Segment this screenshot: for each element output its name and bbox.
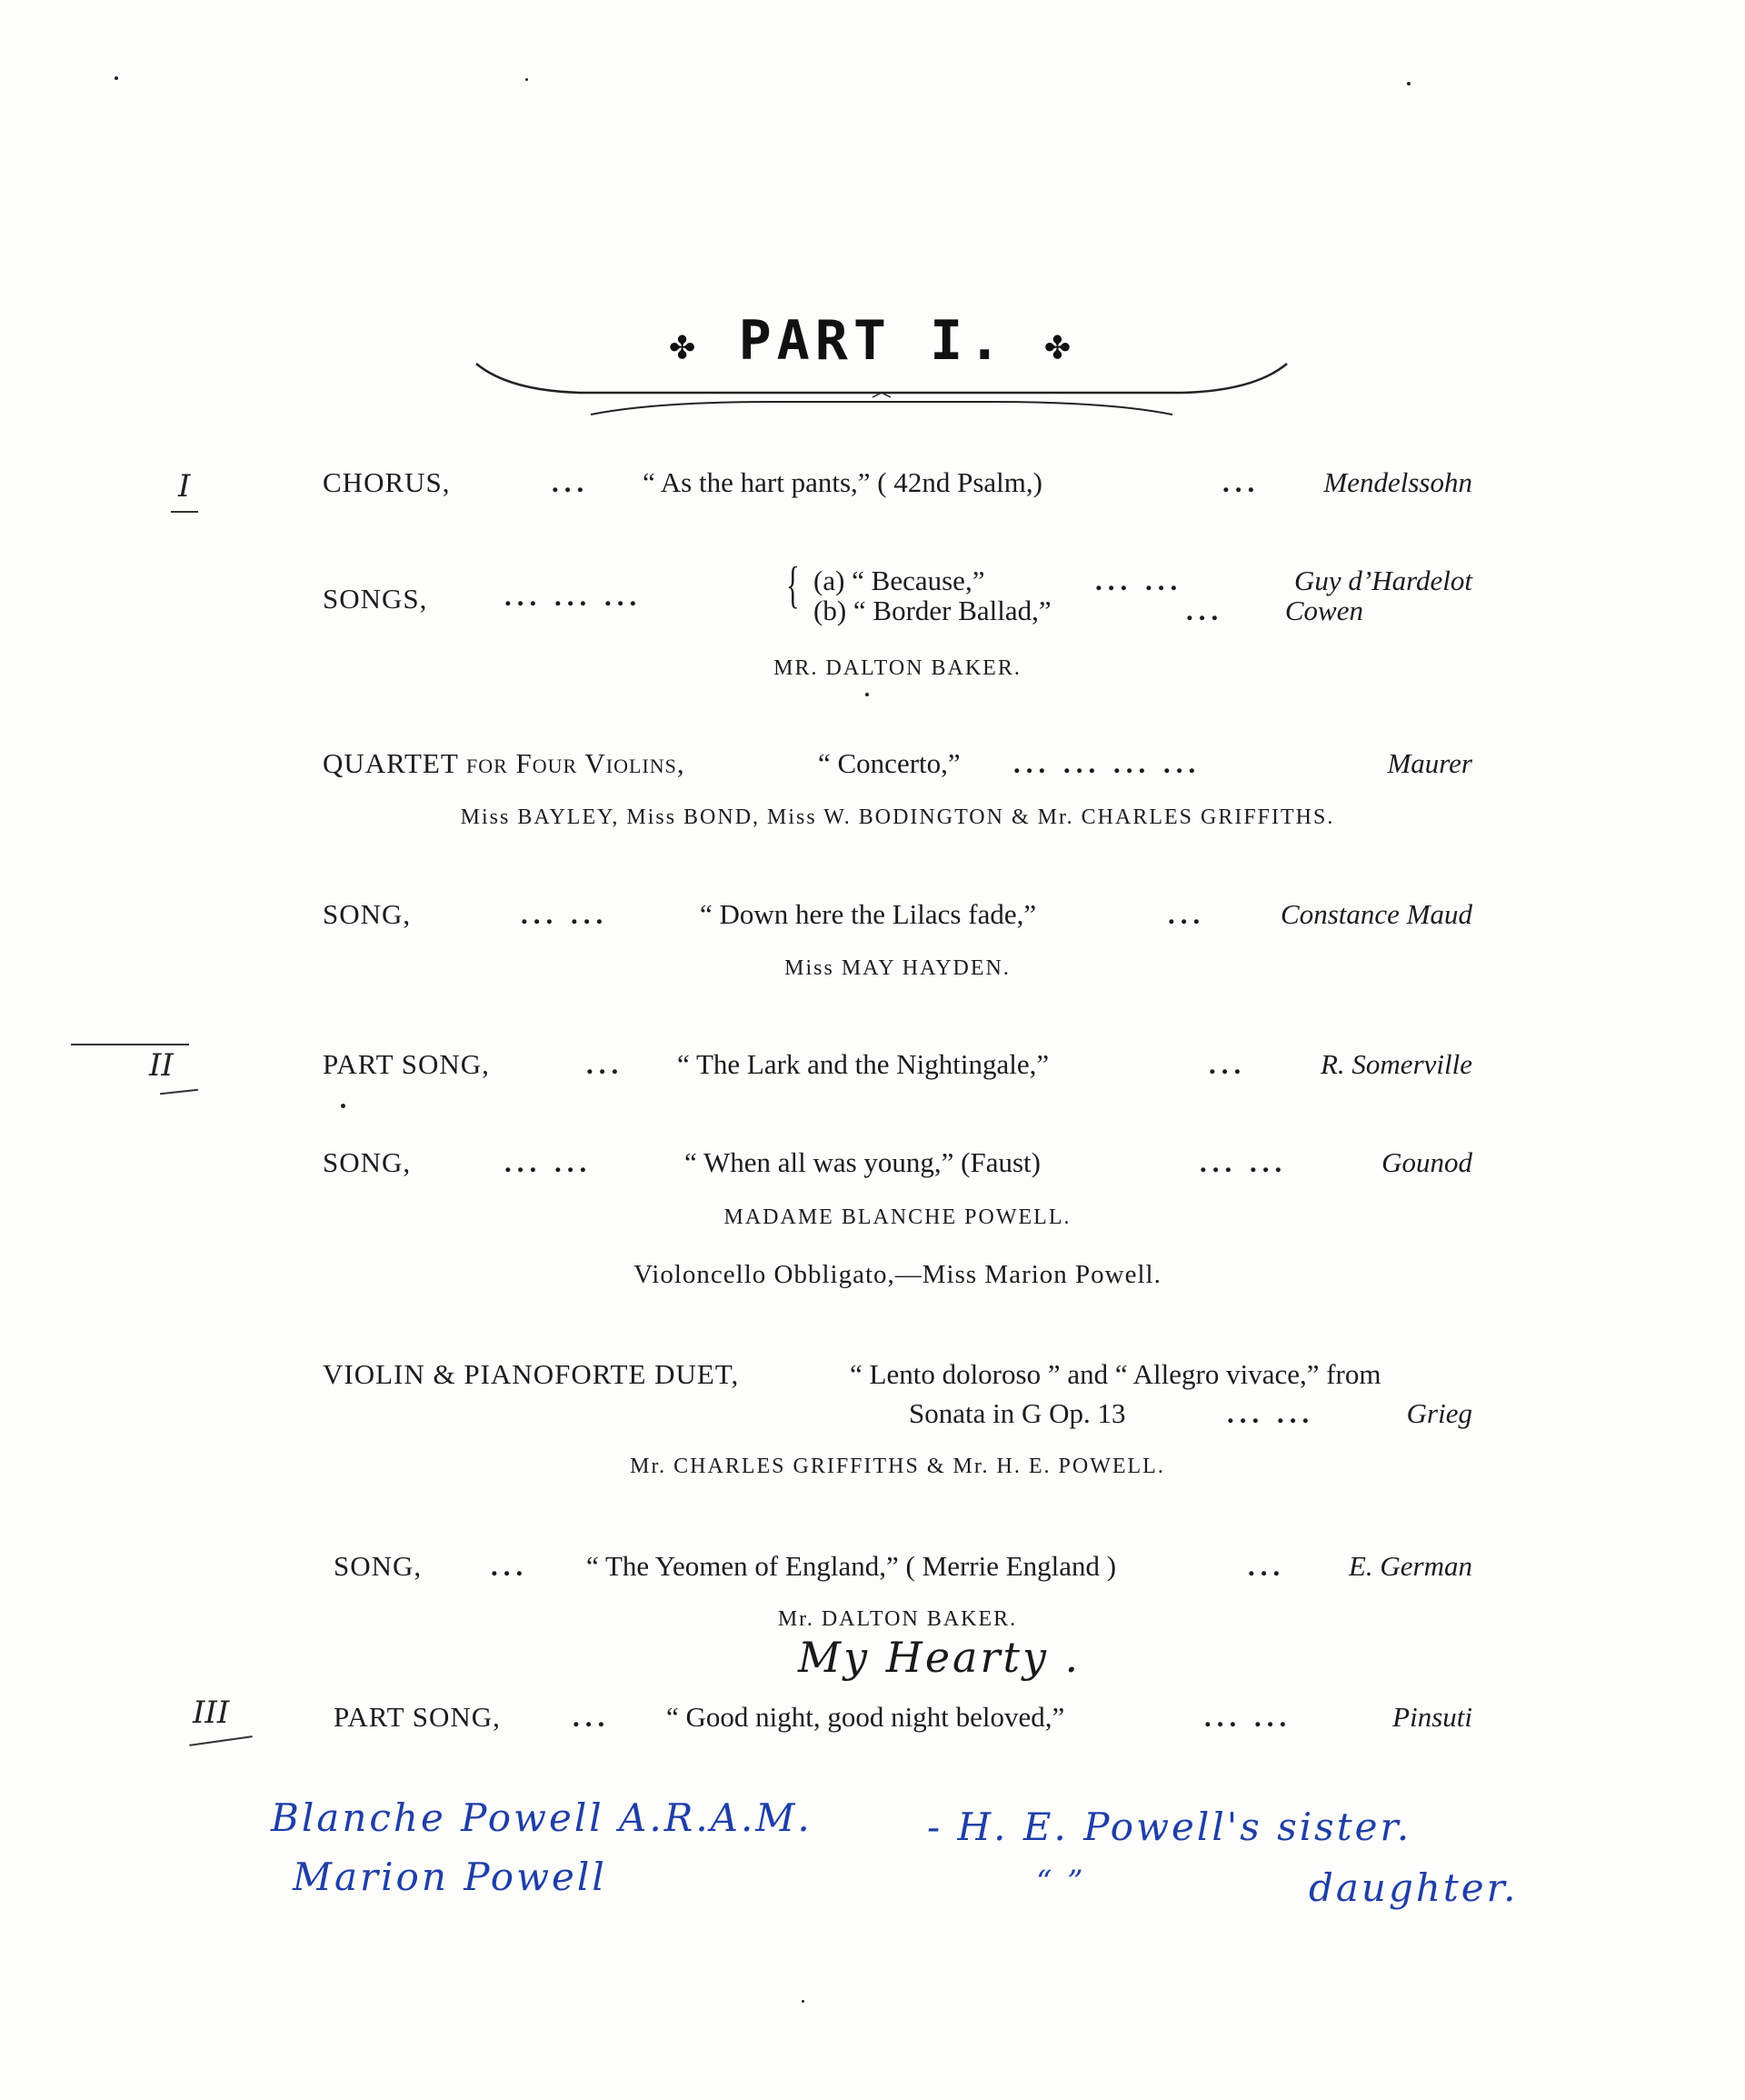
leader-dots: ... (573, 1701, 611, 1733)
program-item-part-song-goodnight (323, 1701, 1472, 1745)
leader-dots: ... (1222, 466, 1261, 498)
program-subitem-b (323, 595, 1472, 638)
composer: Guy d’Hardelot (1293, 565, 1472, 596)
item-title: (b) “ Border Ballad,” (813, 595, 1052, 626)
margin-mark-1: I (178, 468, 191, 505)
leader-dots: ... (1168, 898, 1206, 930)
leader-dots: ... ... (504, 1146, 593, 1178)
item-type: VIOLIN & PIANOFORTE DUET, (323, 1358, 740, 1390)
item-title: “ The Yeomen of England,” ( Merrie England ) (586, 1550, 1117, 1582)
leader-dots: ... (1186, 595, 1224, 626)
program-item-song-faust (323, 1146, 1472, 1190)
scan-speck (525, 78, 528, 81)
item-title: “ Down here the Lilacs fade,” (700, 898, 1037, 930)
fleuron-left-icon: ✤ (669, 319, 701, 369)
leader-dots: ... ... (1204, 1701, 1292, 1733)
item-type: CHORUS, (323, 466, 451, 498)
leader-dots: ... (586, 1048, 624, 1080)
margin-mark-2: II (149, 1047, 174, 1084)
composer: E. German (1348, 1550, 1472, 1582)
leader-dots: ... ... (521, 898, 609, 930)
item-title: “ When all was young,” (Faust) (684, 1146, 1041, 1178)
leader-dots: ... ... (1095, 565, 1183, 596)
composer: Cowen (1284, 595, 1363, 626)
handwritten-note-marion: Marion Powell (293, 1855, 607, 1899)
handwritten-hearty: My Hearty . (798, 1633, 1082, 1682)
item-type: QUARTET for Four Violins, (323, 747, 685, 779)
performer-line: Miss BAYLEY, Miss BOND, Miss W. BODINGTON & Mr. CHARLES GRIFFITHS. (460, 805, 1335, 829)
scan-speck (802, 2000, 804, 2003)
program-item-part-song-lark (323, 1048, 1472, 1092)
handwritten-note-blanche: Blanche Powell A.R.A.M. (271, 1795, 813, 1840)
performer-line: MADAME BLANCHE POWELL. (723, 1205, 1072, 1229)
leader-dots: ... ... (1227, 1397, 1315, 1429)
handwritten-note-daughter: daughter. (1309, 1865, 1519, 1910)
leader-dots: ... (1248, 1550, 1286, 1582)
margin-mark-2-underline (160, 1089, 198, 1095)
item-title-continued: Sonata in G Op. 13 (909, 1397, 1126, 1429)
leader-dots: ... (1209, 1048, 1247, 1080)
part-title: PART I. (738, 309, 1007, 373)
margin-mark-1-underline (171, 511, 198, 513)
scan-speck (1407, 82, 1411, 85)
program-item-quartet (323, 747, 1472, 791)
obbligato-line: Violoncello Obbligato,—Miss Marion Powell. (633, 1260, 1162, 1289)
leader-dots: ... ... ... (504, 580, 643, 612)
leader-dots: ... ... (1200, 1146, 1288, 1178)
program-item-song-lilacs (323, 898, 1472, 942)
item-type: SONGS, (323, 583, 428, 615)
leader-dots: ... (552, 466, 590, 498)
composer: Gounod (1381, 1146, 1472, 1178)
margin-rule (71, 1044, 189, 1045)
composer: Mendelssohn (1323, 466, 1472, 498)
item-title: “ As the hart pants,” ( 42nd Psalm,) (643, 466, 1042, 498)
performer-line: Mr. DALTON BAKER. (777, 1607, 1018, 1631)
item-title: “ Lento doloroso ” and “ Allegro vivace,” from (850, 1358, 1381, 1390)
heading-rule (473, 355, 1291, 427)
performer-line: Mr. CHARLES GRIFFITHS & Mr. H. E. POWELL. (630, 1455, 1165, 1478)
scan-speck (865, 693, 869, 696)
performer-line: Miss MAY HAYDEN. (784, 956, 1011, 980)
leader-dots: ... (491, 1550, 529, 1582)
scan-speck (115, 76, 118, 80)
margin-mark-3: III (193, 1695, 230, 1731)
composer: Grieg (1406, 1397, 1472, 1429)
brace-icon: { (786, 557, 800, 614)
item-type: SONG, (334, 1550, 423, 1582)
ink-speck (341, 1104, 345, 1108)
item-title: (a) “ Because,” (813, 565, 985, 596)
handwritten-ditto-marks: “ ” (1036, 1864, 1086, 1900)
item-type: SONG, (323, 1146, 412, 1178)
item-type: SONG, (323, 898, 412, 930)
program-item-chorus (323, 466, 1472, 510)
item-type: PART SONG, (334, 1701, 501, 1733)
composer: Maurer (1387, 747, 1472, 779)
item-title: “ Concerto,” (818, 747, 961, 779)
program-item-duet (323, 1358, 1472, 1402)
fleuron-right-icon: ✤ (1044, 319, 1076, 369)
item-title: “ Good night, good night beloved,” (666, 1701, 1065, 1733)
item-title: “ The Lark and the Nightingale,” (677, 1048, 1050, 1080)
item-type: PART SONG, (323, 1048, 490, 1080)
program-item-duet-line2 (323, 1397, 1472, 1441)
program-item-song-yeomen (323, 1550, 1472, 1594)
composer: Constance Maud (1281, 898, 1472, 930)
margin-mark-3-underline (189, 1735, 253, 1746)
composer: Pinsuti (1392, 1701, 1472, 1733)
composer: R. Somerville (1320, 1048, 1472, 1080)
leader-dots: ... ... ... ... (1013, 747, 1202, 779)
performer-line: MR. DALTON BAKER. (773, 656, 1022, 680)
handwritten-note-sister: - H. E. Powell's sister. (927, 1805, 1412, 1849)
